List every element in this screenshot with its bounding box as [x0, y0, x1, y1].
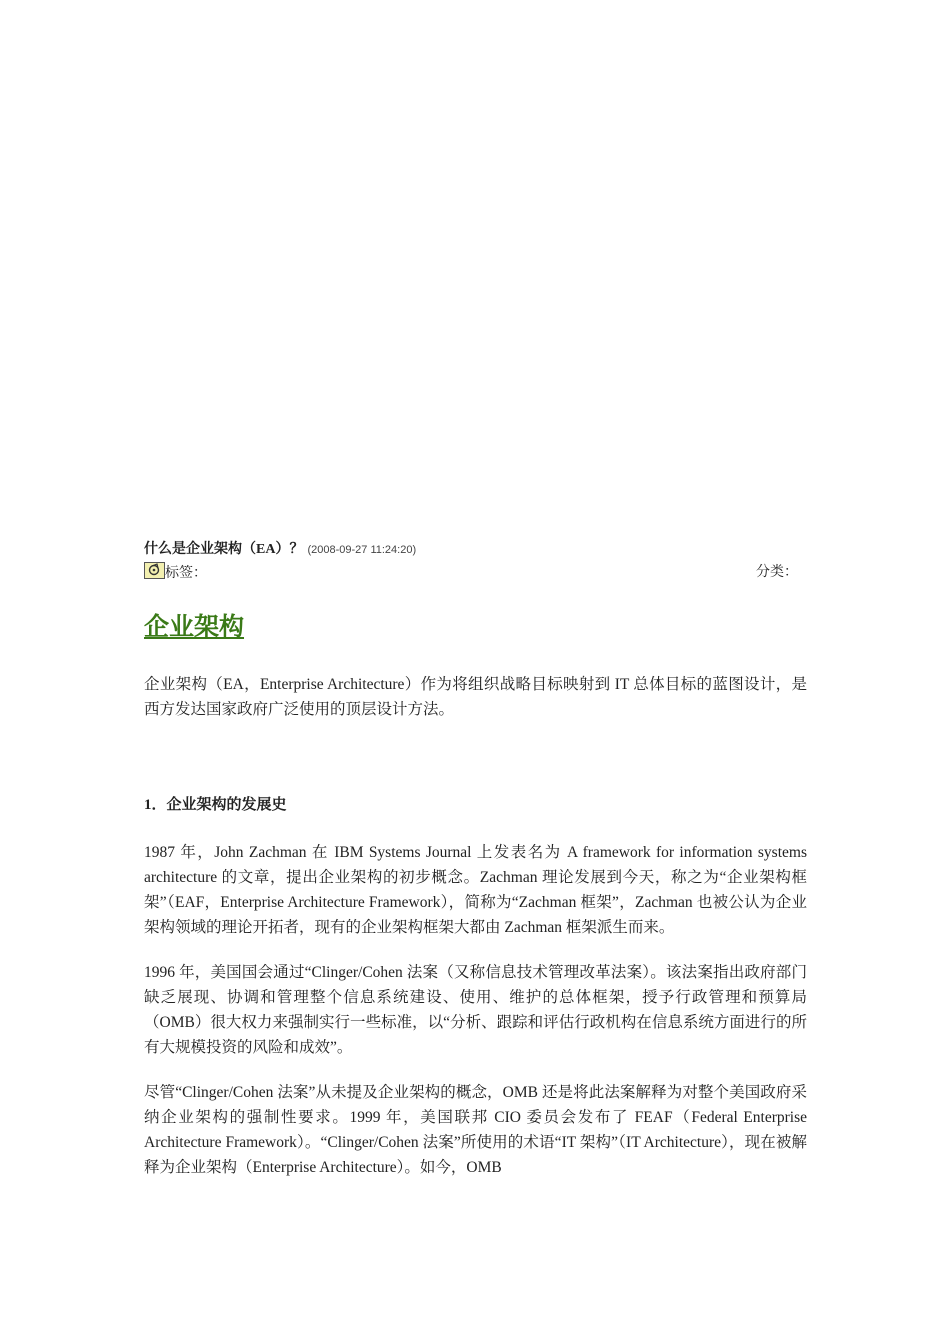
- paragraph-feaf: 尽管“Clinger/Cohen 法案”从未提及企业架构的概念，OMB 还是将此法案解释为对整个美国政府采纳企业架构的强制性要求。1999 年，美国联邦 CIO 委员会发布了 FEAF（Federal Enterprise Architecture Framework）。“Clinger/Cohen 法案”所使用的术语“IT 架构”（IT Architecture），现在被解释为企业架构（Enterprise Architecture）。如今，OMB: [144, 1084, 807, 1176]
- blog-post: [144, 540, 807, 1180]
- post-title-line: [144, 540, 807, 560]
- article-heading[interactable]: 企业架构: [144, 614, 245, 641]
- intro-paragraph: 企业架构（EA，Enterprise Architecture）作为将组织战略目标映射到 IT 总体目标的蓝图设计，是西方发达国家政府广泛使用的顶层设计方法。: [144, 676, 807, 718]
- tag-icon: [144, 562, 165, 579]
- section-title: 1．企业架构的发展史: [144, 797, 287, 813]
- paragraph-1987: 1987 年，John Zachman 在 IBM Systems Journal 上发表名为 A framework for information systems architecture 的文章，提出企业架构的初步概念。Zachman 理论发展到今天，称之为“企业架构框架”（EAF，Enterprise Architecture Framework），简称为“Zachman 框架”，Zachman 也被公认为企业架构领域的理论开拓者，现有的企业架构框架大都由 Zachman 框架派生而来。: [144, 844, 807, 936]
- post-timestamp: (2008-09-27 11:24:20): [307, 544, 417, 556]
- tags-label: 标签：: [165, 566, 207, 581]
- category-label: 分类：: [756, 565, 798, 580]
- paragraph-1996: 1996 年，美国国会通过“Clinger/Cohen 法案（又称信息技术管理改革法案）。该法案指出政府部门缺乏展现、协调和管理整个信息系统建设、使用、维护的总体框架，授予行政管理和预算局（OMB）很大权力来强制实行一些标准，以“分析、跟踪和评估行政机构在信息系统方面进行的所有大规模投资的风险和成效”。: [144, 964, 807, 1056]
- post-meta: [144, 562, 807, 584]
- post-title: 什么是企业架构（EA）？: [144, 542, 304, 557]
